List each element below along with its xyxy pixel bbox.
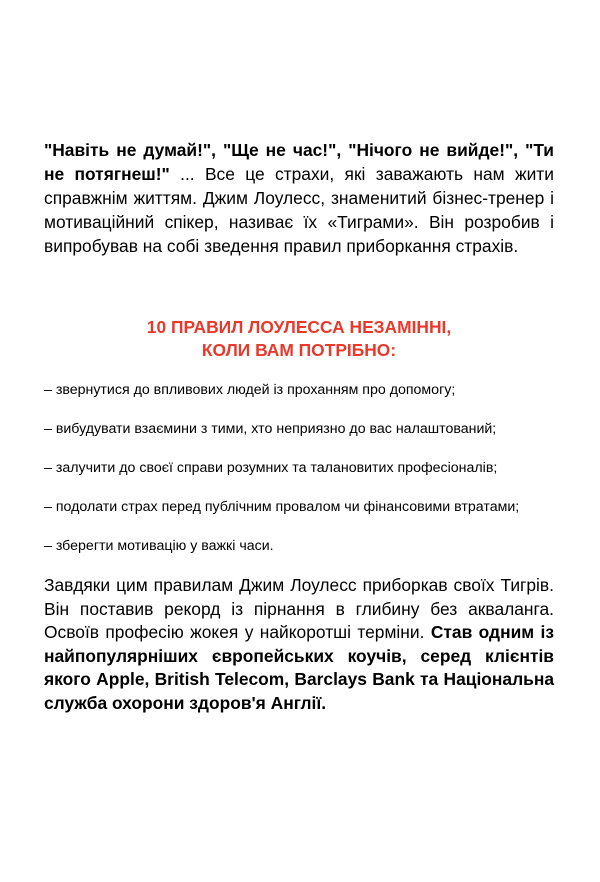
- rule-item: – подолати страх перед публічним провалом чи фінансовими втратами;: [44, 499, 520, 515]
- rule-item: – зберегти мотивацію у важкі часи.: [44, 538, 274, 554]
- intro-quotes: "Навіть не думай!", "Ще не час!", "Нічого не вийде!", "Ти не потягнеш!": [44, 140, 554, 184]
- outro-text: Завдяки цим правилам Джим Лоулесс приборкав своїх Тигрів. Він поставив рекорд із пірнання в глибину без акваланга. Освоїв професію жокея у найкоротші терміни.: [44, 575, 554, 642]
- outro-bold-text: Став одним із найпопулярніших європейських коучів, серед клієнтів якого Apple, British Telecom, Barclays Bank та Національна служба охорони здоров'я Англії.: [44, 622, 554, 713]
- rules-list: [44, 382, 564, 577]
- rule-item: – звернутися до впливових людей із проханням про допомогу;: [44, 382, 456, 398]
- rules-heading: [44, 316, 554, 362]
- rules-heading-line-2: КОЛИ ВАМ ПОТРІБНО:: [201, 340, 397, 360]
- rules-heading-line-1: 10 ПРАВИЛ ЛОУЛЕССА НЕЗАМІННІ,: [146, 317, 452, 337]
- rule-item: – залучити до своєї справи розумних та талановитих професіоналів;: [44, 460, 498, 476]
- intro-text: ... Все це страхи, які заважають нам жити справжнім життям. Джим Лоулесс, знаменитий бізнес-тренер і мотиваційний спікер, називає їх «Тиграми». Він розробив і випробував на собі зведення правил приборкання страхів.: [44, 164, 554, 256]
- intro-paragraph: [44, 138, 554, 258]
- rule-item: – вибудувати взаємини з тими, хто неприязно до вас налаштований;: [44, 421, 497, 437]
- outro-paragraph: [44, 574, 554, 715]
